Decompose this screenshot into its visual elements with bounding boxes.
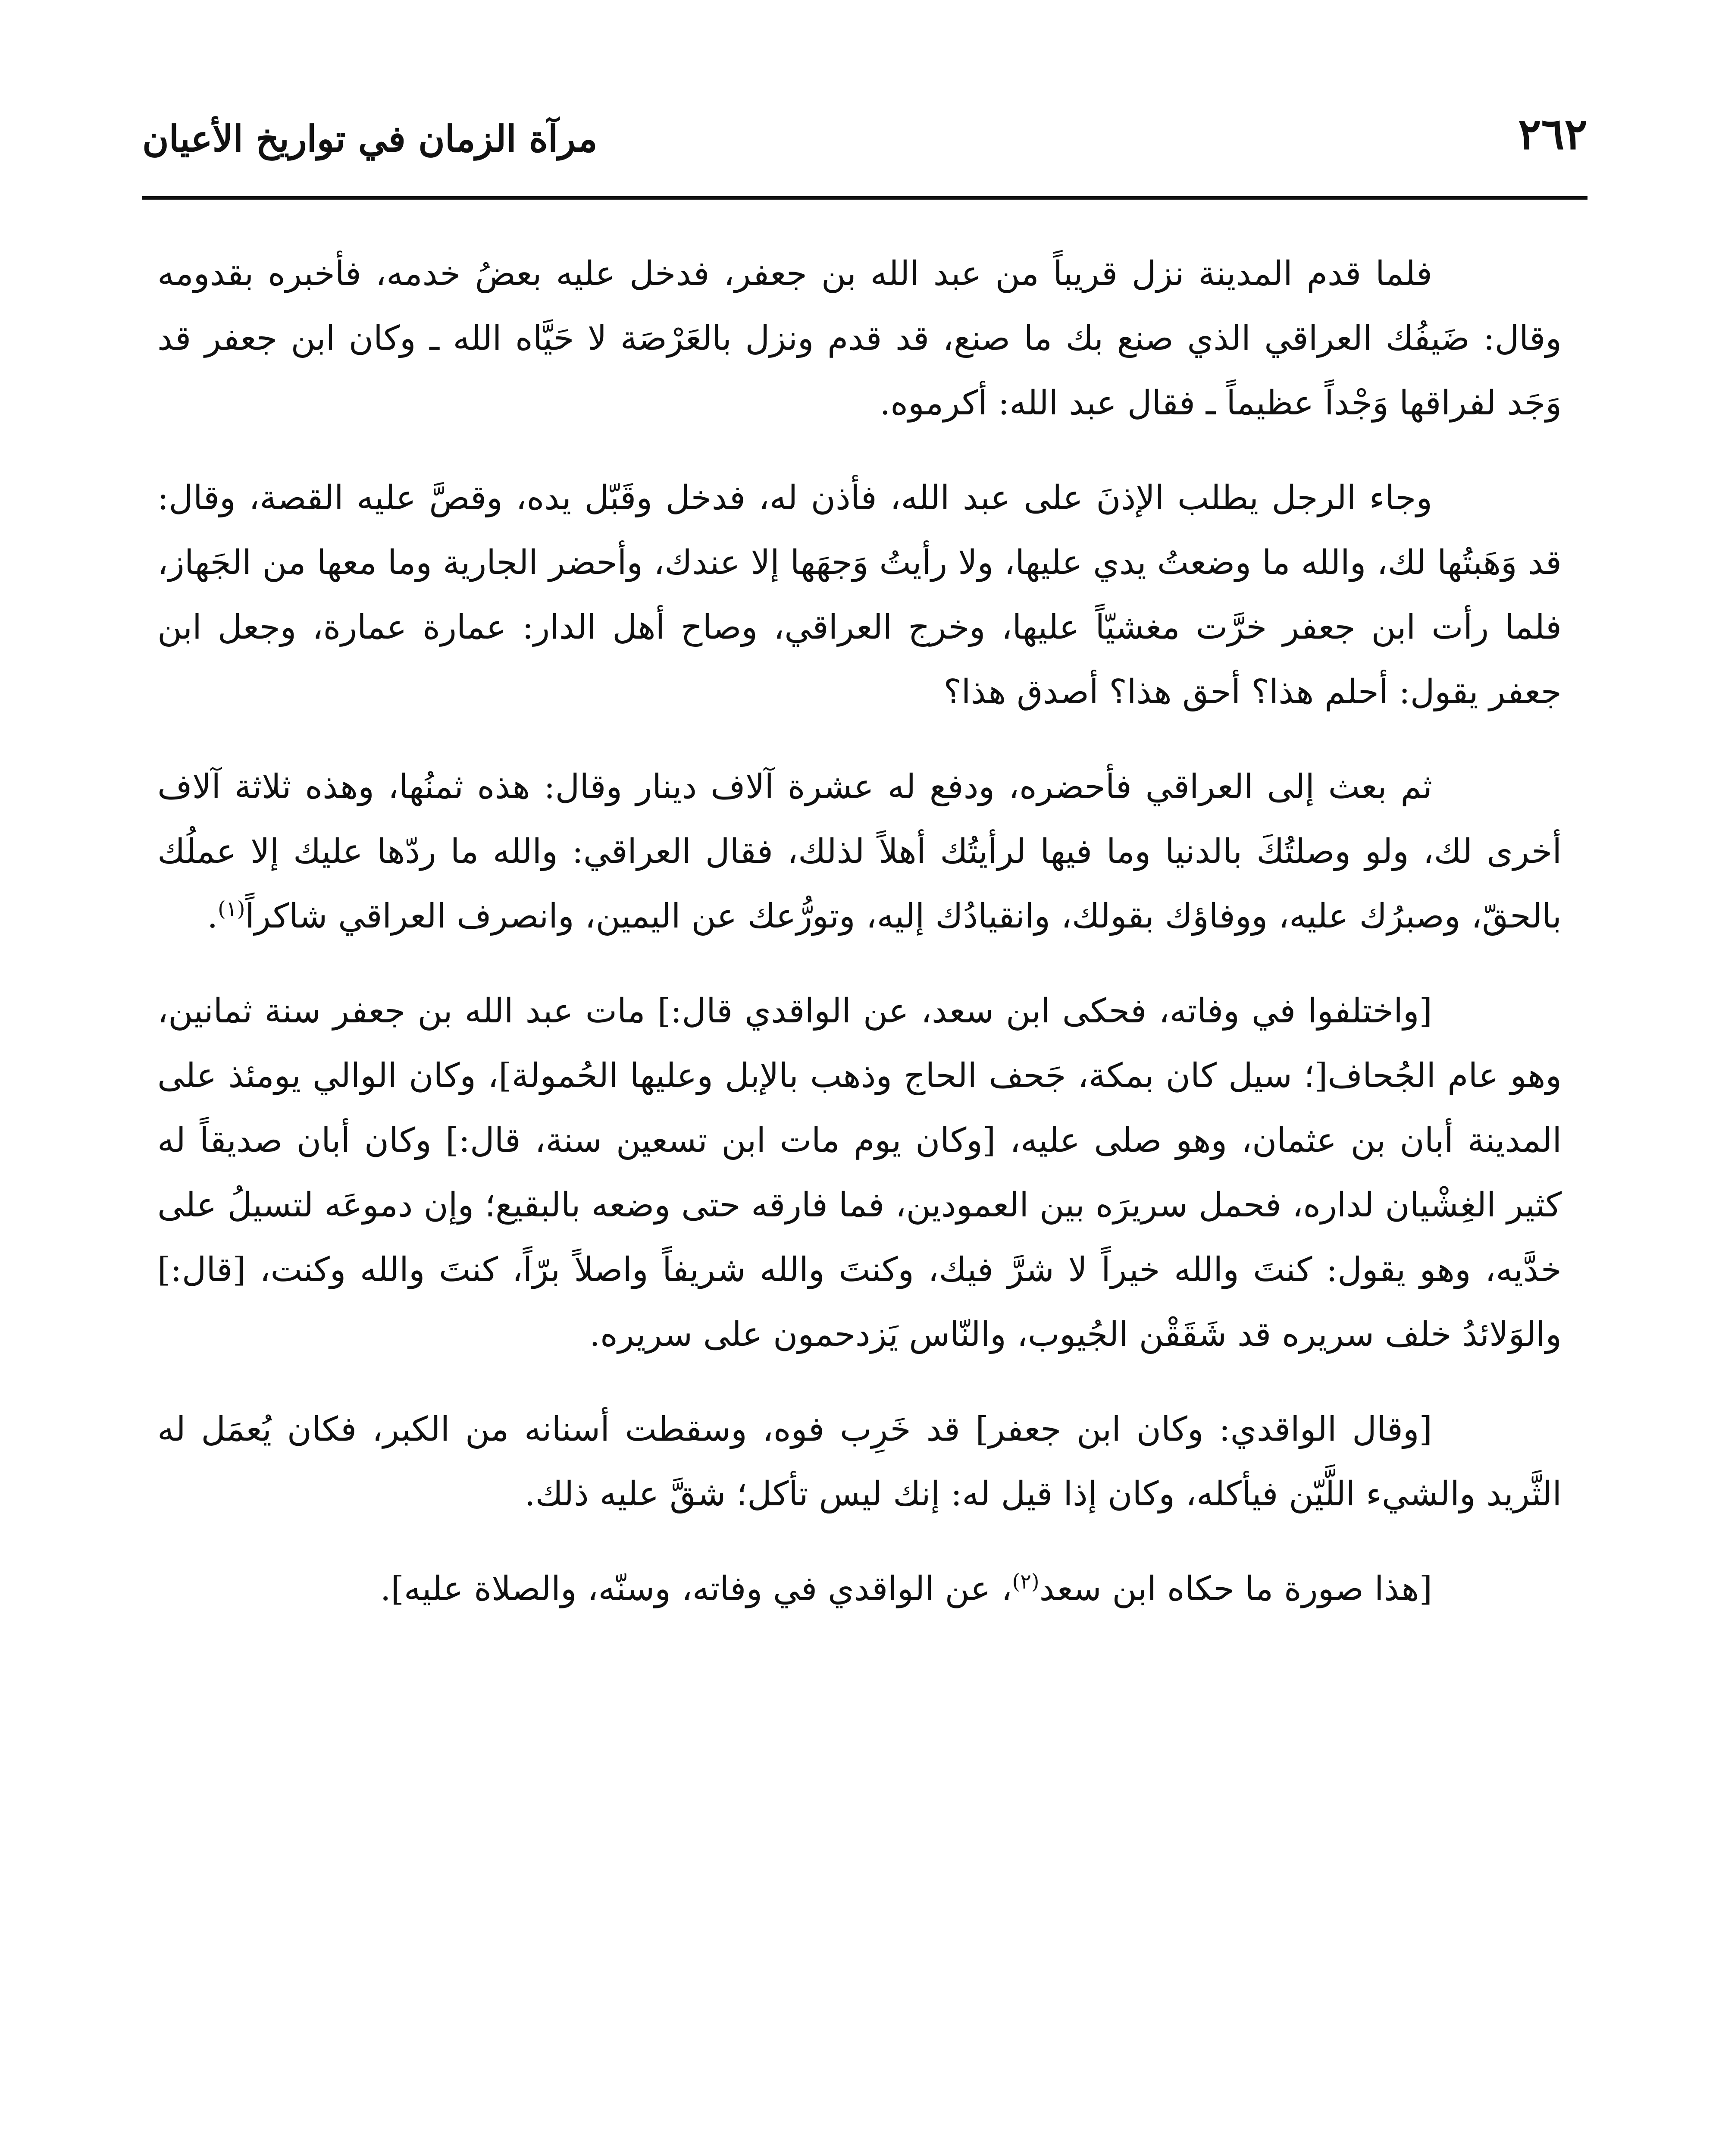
paragraph-4: [واختلفوا في وفاته، فحكى ابن سعد، عن الواقدي قال:] مات عبد الله بن جعفر سنة ثمانين، وهو عام الجُحاف[؛ سيل كان بمكة، جَحف الحاج وذهب بالإبل وعليها الحُمولة]، وكان الوالي يومئذ على المدينة أبان بن عثمان، وهو صلى عليه، [وكان يوم مات ابن تسعين سنة، قال:] وكان أبان صديقاً له كثير الغِشْيان لداره، فحمل سريرَه بين العمودين، فما فارقه حتى وضعه بالبقيع؛ وإن دموعَه لتسيلُ على خدَّيه، وهو يقول: كنتَ والله خيراً لا شرَّ فيك، وكنتَ والله شريفاً واصلاً برّاً، كنتَ والله وكنت، [قال:] والوَلائدُ خلف سريره قد شَقَقْن الجُيوب، والنّاس يَزدحمون على سريره. — [157, 992, 1562, 1354]
paragraph-6-rest: ، عن الواقدي في وفاته، وسنّه، والصلاة عليه]. — [380, 1570, 1012, 1608]
paragraph-3-end: . — [207, 897, 218, 936]
paragraph-5: [وقال الواقدي: وكان ابن جعفر] قد خَرِب فوه، وسقطت أسنانه من الكبر، فكان يُعمَل له الثَّريد والشيء اللَّيّن فيأكله، وكان إذا قيل له: إنك ليس تأكل؛ شقَّ عليه ذلك. — [157, 1410, 1562, 1514]
running-title: مرآة الزمان في تواريخ الأعيان — [142, 117, 598, 160]
header-rule — [142, 196, 1587, 200]
paragraph-3-text: ثم بعث إلى العراقي فأحضره، ودفع له عشرة آلاف دينار وقال: هذه ثمنُها، وهذه ثلاثة آلاف أخرى لك، ولو وصلتُكَ بالدنيا وما فيها لرأيتُك أهلاً لذلك، فقال العراقي: والله ما ردّها عليك إلا عملُك بالحقّ، وصبرُك عليه، ووفاؤك بقولك، وانقيادُك إليه، وتورُّعك عن اليمين، وانصرف العراقي شاكراً — [157, 768, 1562, 936]
paragraph-6 — [157, 1557, 1562, 1621]
footnote-marker-2: (٢) — [1012, 1570, 1040, 1594]
page-header — [142, 99, 1587, 185]
paragraph-1: فلما قدم المدينة نزل قريباً من عبد الله بن جعفر، فدخل عليه بعضُ خدمه، فأخبره بقدومه وقال: ضَيفُك العراقي الذي صنع بك ما صنع، قد قدم ونزل بالعَرْصَة لا حَيَّاه الله ـ وكان ابن جعفر قد وَجَد لفراقها وَجْداً عظيماً ـ فقال عبد الله: أكرموه. — [157, 254, 1562, 423]
page-number: ٢٦٢ — [1518, 108, 1587, 159]
paragraph-2: وجاء الرجل يطلب الإذنَ على عبد الله، فأذن له، فدخل وقَبّل يده، وقصَّ عليه القصة، وقال: قد وَهَبتُها لك، والله ما وضعتُ يدي عليها، ولا رأيتُ وَجهَها إلا عندك، وأحضر الجارية وما معها من الجَهاز، فلما رأت ابن جعفر خرَّت مغشيّاً عليها، وخرج العراقي، وصاح أهل الدار: عمارة عمارة، وجعل ابن جعفر يقول: أحلم هذا؟ أحق هذا؟ أصدق هذا؟ — [157, 479, 1562, 711]
paragraph-3 — [157, 755, 1562, 949]
body-text — [157, 241, 1562, 1651]
footnote-marker-1: (١) — [218, 897, 245, 921]
paragraph-6-text: [هذا صورة ما حكاه ابن سعد — [1039, 1570, 1432, 1608]
